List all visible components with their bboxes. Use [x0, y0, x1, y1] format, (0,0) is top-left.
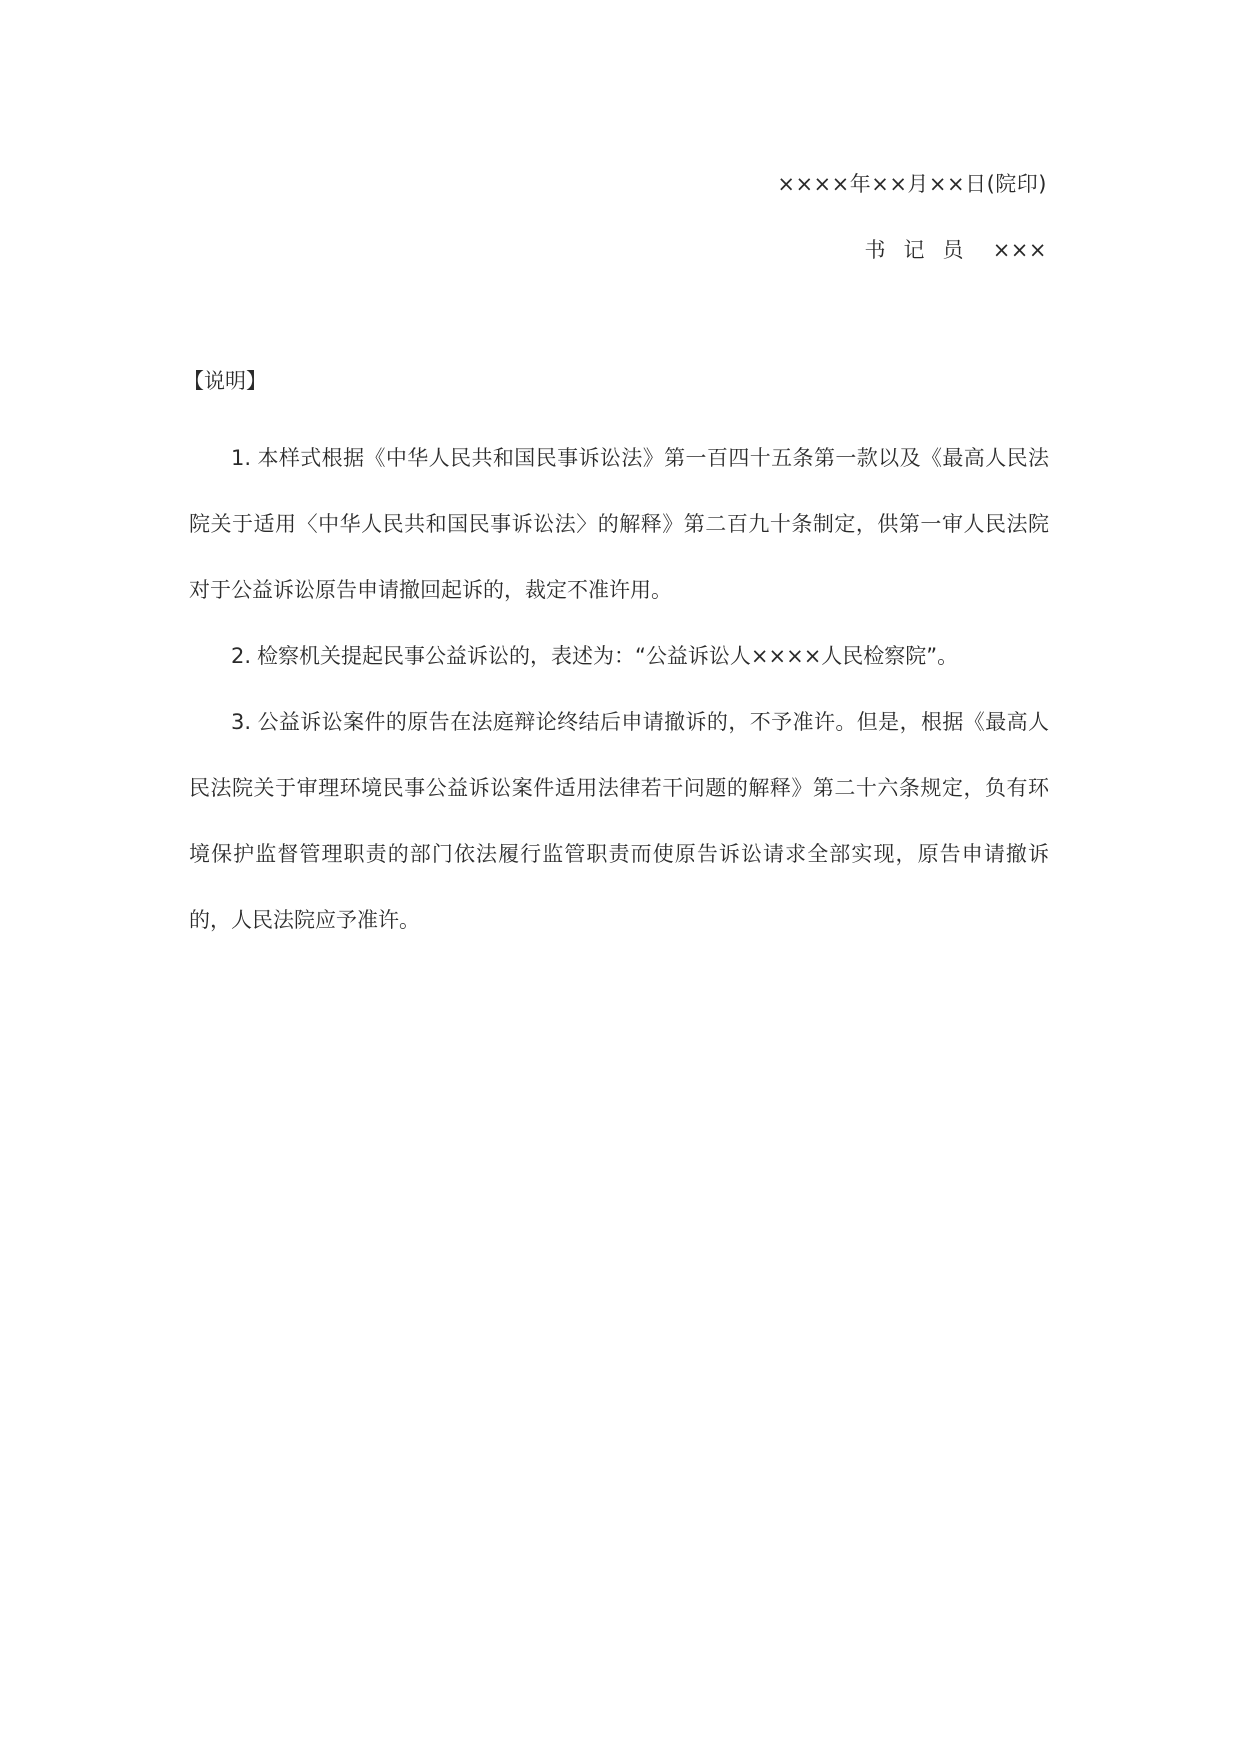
clerk-name: ×××	[992, 238, 1047, 262]
notes-heading: 【说明】	[183, 369, 267, 393]
note-number: 2.	[231, 644, 252, 668]
note-number: 3.	[231, 710, 252, 734]
clerk-label: 书记员	[864, 238, 982, 262]
clerk-signature-line	[865, 234, 1047, 264]
note-item-1	[189, 425, 1049, 623]
note-text: 公益诉讼案件的原告在法庭辩论终结后申请撤诉的，不予准许。但是，根据《最高人民法院关于审理环境民事公益诉讼案件适用法律若干问题的解释》第二十六条规定，负有环境保护监督管理职责的部门依法履行监管职责而使原告诉讼请求全部实现，原告申请撤诉的，人民法院应予准许。	[189, 710, 1049, 932]
date-seal-line: ××××年××月××日(院印)	[777, 172, 1047, 196]
note-item-3	[189, 689, 1049, 953]
notes-body	[189, 425, 1049, 953]
note-text: 本样式根据《中华人民共和国民事诉讼法》第一百四十五条第一款以及《最高人民法院关于适用〈中华人民共和国民事诉讼法〉的解释》第二百九十条制定，供第一审人民法院对于公益诉讼原告申请撤回起诉的，裁定不准许用。	[189, 446, 1049, 602]
note-text: 检察机关提起民事公益诉讼的，表述为：“公益诉讼人××××人民检察院”。	[257, 644, 959, 668]
note-item-2	[189, 623, 1049, 689]
note-number: 1.	[231, 446, 252, 470]
